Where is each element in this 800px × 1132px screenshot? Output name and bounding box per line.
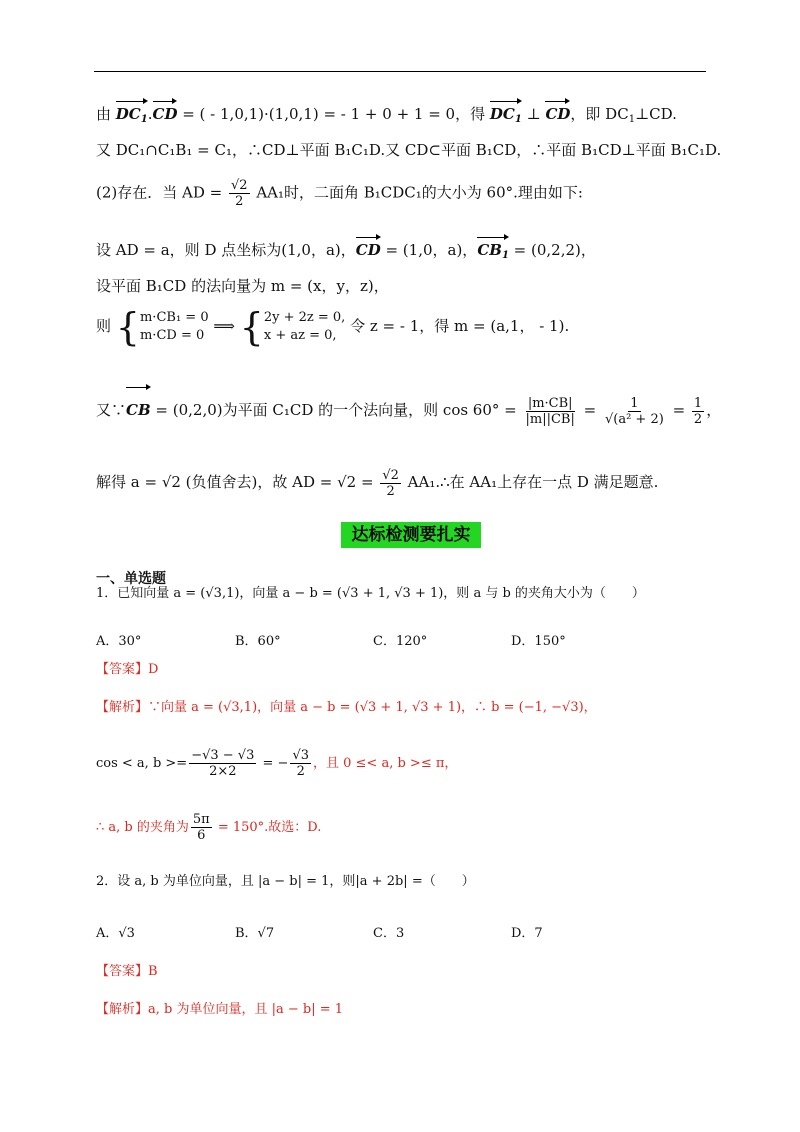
q1-option-b: B．60° bbox=[235, 634, 281, 649]
vector-cb: CB bbox=[126, 390, 151, 430]
line-4: 设 AD = a，则 D 点坐标为(1,0，a)，CD = (1,0，a)，$CB_1 = (0,2,2)$， bbox=[96, 241, 596, 261]
equation-system-2: 2y + 2z = 0, x + az = 0, bbox=[263, 310, 346, 343]
fraction-one-half: $\frac{1}{2}$ bbox=[693, 395, 703, 427]
q1-option-d: D．150° bbox=[511, 634, 566, 649]
fraction-root2-over-2: $\frac{√2}{2}$ bbox=[230, 178, 248, 209]
q2-analysis: 【解析】a, b 为单位向量，且 |a − b| = 1 bbox=[96, 1002, 344, 1017]
line-1: 由 $DC_1.CD$ = ( - 1,0,1)·(1,0,1) = - 1 + 0 + 1 = 0，得 $DC_1$ ⊥ CD，即 $DC_1\perp CD$. bbox=[96, 105, 677, 125]
section-banner: 达标检测要扎实 bbox=[341, 522, 481, 548]
left-brace: { bbox=[115, 305, 140, 349]
cos-fraction: $\frac{-√3 - √3}{2\times 2}$ bbox=[191, 748, 255, 779]
line-2: 又 DC₁∩C₁B₁ = C₁，∴CD⊥平面 B₁C₁D.又 CD⊂平面 B₁CD，∴平面 B₁CD⊥平面 B₁C₁D. bbox=[96, 141, 722, 159]
q1-option-a: A．30° bbox=[96, 634, 142, 649]
vector-cd: CD bbox=[355, 241, 381, 259]
q1-analysis: 【解析】∵向量 a = (√3,1)，向量 a − b = (√3 + 1, √3 + 1)，∴ b = (−1, −√3)， bbox=[96, 700, 597, 715]
cos-fraction-2: $\frac{√3}{2}$ bbox=[292, 748, 309, 779]
fraction-dot-over-norm: $\frac{|m\cdot CB|}{|m||CB|}$ bbox=[525, 395, 575, 427]
vector-cb1: $CB_1$ bbox=[477, 241, 509, 261]
q2-option-d: D．7 bbox=[511, 926, 543, 941]
q2-option-b: B．√7 bbox=[235, 926, 275, 941]
q1-answer: 【答案】D bbox=[96, 662, 159, 677]
line-3: (2)存在．当 AD = $\frac{√2}{2}$ AA₁时，二面角 B₁CDC₁的大小为 60°.理由如下: bbox=[96, 178, 583, 209]
line-7: 又∵CB = (0,2,0)为平面 C₁CD 的一个法向量，则 cos 60° = $\frac{|m\cdot CB|}{|m||CB|}$ = $\frac{1}{\text{√(a² + 2)}}$ = $\frac{1}{2}$ ， bbox=[96, 390, 721, 430]
q2-option-c: C．3 bbox=[373, 926, 405, 941]
q1-cos-line: cos < a, b >= $\frac{-√3 - √3}{2\times 2}$ = − $\frac{√3}{2}$ ，且 0 ≤< a, b >≤ π， bbox=[96, 748, 458, 779]
vector-dc1-b: $DC_1$ bbox=[489, 105, 522, 125]
vector-cd-b: CD bbox=[545, 105, 571, 123]
equation-system-1: m·CB₁ = 0 m·CD = 0 bbox=[139, 310, 209, 343]
q1-option-c: C．120° bbox=[373, 634, 428, 649]
line-5: 设平面 B₁CD 的法向量为 m = (x，y，z)， bbox=[96, 277, 389, 295]
section-title: 一、单选题 bbox=[96, 571, 166, 587]
left-brace-2: { bbox=[239, 305, 264, 349]
vector-dc1: $DC_1$ bbox=[115, 105, 148, 125]
five-pi-over-six: $\frac{5\pi}{6}$ bbox=[192, 812, 210, 843]
line-8: 解得 a = √2 (负值舍去)，故 AD = √2 = $\frac{√2}{2}$ AA₁.∴在 AA₁上存在一点 D 满足题意. bbox=[96, 467, 659, 499]
fraction-root2-over-2-b: $\frac{√2}{2}$ bbox=[382, 467, 399, 499]
q1-conclusion: ∴ a, b 的夹角为 $\frac{5\pi}{6}$ = 150°.故选：D. bbox=[96, 812, 322, 843]
vector-cd: CD bbox=[152, 105, 178, 123]
fraction-1-over-root: $\frac{1}{\text{√(a² + 2)}}$ bbox=[604, 395, 664, 427]
q2-option-a: A．√3 bbox=[96, 926, 135, 941]
top-rule bbox=[94, 71, 706, 72]
question-1-stem: 1．已知向量 a = (√3,1)，向量 a − b = (√3 + 1, √3 + 1)，则 a 与 b 的夹角大小为（ ） bbox=[96, 586, 645, 601]
question-2-stem: 2．设 a, b 为单位向量，且 |a − b| = 1，则|a + 2b| =（ ） bbox=[96, 874, 475, 889]
q2-answer: 【答案】B bbox=[96, 964, 158, 979]
line-6: 则 {m·CB₁ = 0 m·CD = 0 ⟹ {2y + 2z = 0, x + az = 0, 令 z = - 1，得 m = (a,1， - 1). bbox=[96, 305, 570, 349]
